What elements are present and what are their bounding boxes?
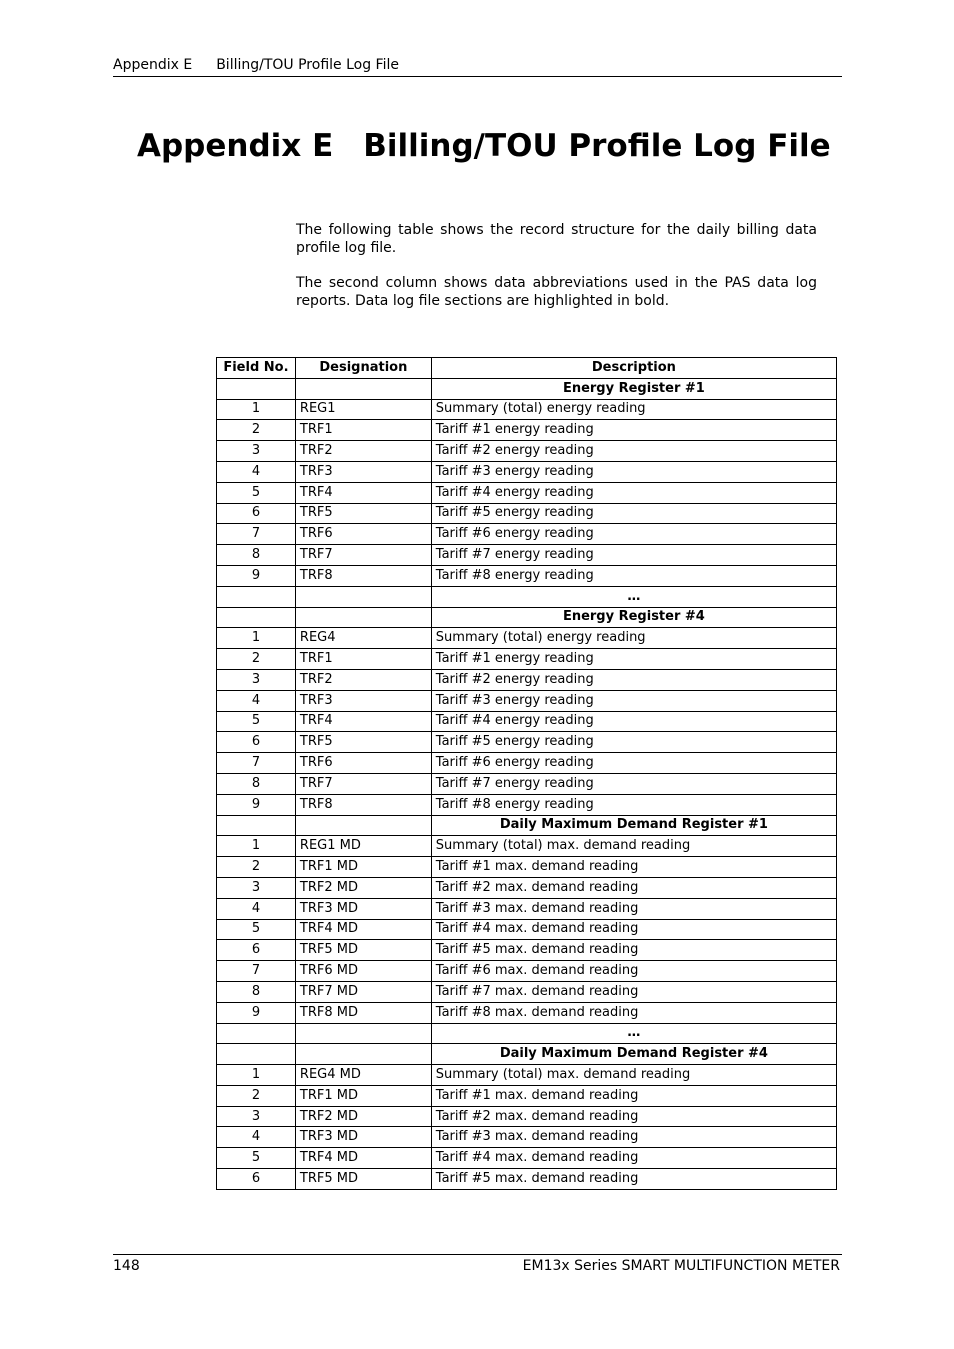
table-cell-designation <box>295 1044 431 1065</box>
table-section-title: … <box>431 586 836 607</box>
table-cell-field-no <box>217 815 296 836</box>
table-cell-field-no: 1 <box>217 399 296 420</box>
table-cell-field-no <box>217 1023 296 1044</box>
table-section-title: … <box>431 1023 836 1044</box>
running-header <box>113 56 842 77</box>
table-cell-designation: TRF6 <box>295 753 431 774</box>
record-structure-table <box>216 357 837 1190</box>
table-cell-designation: REG1 MD <box>295 836 431 857</box>
table-cell-designation: REG4 MD <box>295 1065 431 1086</box>
table-row <box>217 1148 837 1169</box>
table-cell-designation: TRF5 MD <box>295 940 431 961</box>
table-cell-description: Tariff #3 max. demand reading <box>431 1127 836 1148</box>
table-cell-field-no <box>217 1044 296 1065</box>
table-cell-designation: TRF1 MD <box>295 1085 431 1106</box>
table-row <box>217 1169 837 1190</box>
table-row <box>217 524 837 545</box>
title-text: Billing/TOU Profile Log File <box>363 128 831 164</box>
table-cell-field-no: 2 <box>217 649 296 670</box>
table-cell-description: Summary (total) max. demand reading <box>431 1065 836 1086</box>
table-cell-description: Tariff #4 energy reading <box>431 711 836 732</box>
column-header-description: Description <box>431 358 836 379</box>
table-row <box>217 732 837 753</box>
table-cell-designation: TRF4 <box>295 711 431 732</box>
table-cell-field-no: 9 <box>217 565 296 586</box>
table-cell-description: Tariff #1 energy reading <box>431 649 836 670</box>
table-cell-designation <box>295 607 431 628</box>
table-row <box>217 919 837 940</box>
table-cell-designation: TRF2 <box>295 669 431 690</box>
table-cell-field-no: 2 <box>217 1085 296 1106</box>
table-row <box>217 877 837 898</box>
table-cell-designation: TRF6 <box>295 524 431 545</box>
title-appendix: Appendix E <box>137 128 334 164</box>
table-body <box>217 378 837 1189</box>
table-cell-designation: TRF1 <box>295 649 431 670</box>
table-cell-designation: TRF7 <box>295 773 431 794</box>
table-cell-field-no: 3 <box>217 877 296 898</box>
table-row <box>217 961 837 982</box>
table-row <box>217 420 837 441</box>
table-cell-description: Tariff #3 energy reading <box>431 690 836 711</box>
table-section-row <box>217 1044 837 1065</box>
table-section-row <box>217 586 837 607</box>
table-cell-description: Tariff #3 energy reading <box>431 461 836 482</box>
table-cell-designation: TRF8 <box>295 794 431 815</box>
table-cell-field-no: 5 <box>217 482 296 503</box>
product-name: EM13x Series SMART MULTIFUNCTION METER <box>522 1258 840 1274</box>
table-cell-designation: TRF8 <box>295 565 431 586</box>
table-row <box>217 836 837 857</box>
table-cell-designation <box>295 378 431 399</box>
column-header-field-no: Field No. <box>217 358 296 379</box>
table-row <box>217 773 837 794</box>
table-section-row <box>217 378 837 399</box>
table-cell-field-no: 6 <box>217 1169 296 1190</box>
table-row <box>217 1106 837 1127</box>
table-cell-field-no: 8 <box>217 773 296 794</box>
table-cell-field-no: 1 <box>217 1065 296 1086</box>
intro-paragraph: The second column shows data abbreviations used in the PAS data log reports. Data log file sections are highlighted in bold. <box>296 275 817 309</box>
table-cell-description: Tariff #2 energy reading <box>431 441 836 462</box>
table-cell-field-no: 8 <box>217 981 296 1002</box>
table-row <box>217 1127 837 1148</box>
table-cell-description: Tariff #7 max. demand reading <box>431 981 836 1002</box>
table-cell-field-no: 7 <box>217 753 296 774</box>
table-row <box>217 565 837 586</box>
table-cell-description: Tariff #5 energy reading <box>431 732 836 753</box>
table-cell-designation: TRF3 MD <box>295 1127 431 1148</box>
table-cell-designation: TRF8 MD <box>295 1002 431 1023</box>
table-cell-field-no: 3 <box>217 1106 296 1127</box>
table-cell-designation: TRF3 <box>295 690 431 711</box>
table-cell-designation <box>295 586 431 607</box>
table-cell-designation <box>295 1023 431 1044</box>
table-cell-designation: TRF5 MD <box>295 1169 431 1190</box>
table-cell-field-no: 1 <box>217 628 296 649</box>
table-cell-field-no <box>217 586 296 607</box>
table-row <box>217 649 837 670</box>
table-cell-description: Tariff #7 energy reading <box>431 773 836 794</box>
table-cell-description: Summary (total) max. demand reading <box>431 836 836 857</box>
table-cell-designation: TRF1 <box>295 420 431 441</box>
table-row <box>217 482 837 503</box>
table-cell-designation: TRF4 MD <box>295 1148 431 1169</box>
table-cell-field-no: 2 <box>217 420 296 441</box>
table-row <box>217 545 837 566</box>
header-title: Billing/TOU Profile Log File <box>216 57 399 73</box>
table-cell-designation: TRF4 MD <box>295 919 431 940</box>
table-cell-field-no: 6 <box>217 940 296 961</box>
table-row <box>217 628 837 649</box>
table-cell-description: Tariff #1 energy reading <box>431 420 836 441</box>
table-cell-field-no: 1 <box>217 836 296 857</box>
table-section-title: Daily Maximum Demand Register #1 <box>431 815 836 836</box>
table-cell-field-no: 7 <box>217 961 296 982</box>
table-row <box>217 461 837 482</box>
table-section-row <box>217 607 837 628</box>
table-cell-field-no: 4 <box>217 461 296 482</box>
table-cell-designation: TRF3 MD <box>295 898 431 919</box>
table-cell-designation: TRF1 MD <box>295 857 431 878</box>
table-row <box>217 441 837 462</box>
table-section-row <box>217 1023 837 1044</box>
table-section-row <box>217 815 837 836</box>
table-cell-description: Tariff #4 max. demand reading <box>431 1148 836 1169</box>
table-cell-field-no: 3 <box>217 669 296 690</box>
table-cell-description: Tariff #3 max. demand reading <box>431 898 836 919</box>
table-row <box>217 794 837 815</box>
table-cell-field-no: 3 <box>217 441 296 462</box>
table-row <box>217 669 837 690</box>
table-row <box>217 940 837 961</box>
table-cell-description: Tariff #5 energy reading <box>431 503 836 524</box>
table-cell-designation <box>295 815 431 836</box>
table-cell-description: Tariff #7 energy reading <box>431 545 836 566</box>
page-footer <box>113 1254 842 1275</box>
table-cell-designation: TRF2 <box>295 441 431 462</box>
table-cell-description: Summary (total) energy reading <box>431 628 836 649</box>
table-cell-description: Tariff #2 energy reading <box>431 669 836 690</box>
table-cell-description: Tariff #4 max. demand reading <box>431 919 836 940</box>
table-cell-field-no: 2 <box>217 857 296 878</box>
table-section-title: Energy Register #4 <box>431 607 836 628</box>
table-cell-designation: TRF2 MD <box>295 1106 431 1127</box>
table-cell-description: Summary (total) energy reading <box>431 399 836 420</box>
table-row <box>217 690 837 711</box>
table-cell-designation: TRF3 <box>295 461 431 482</box>
table-row <box>217 753 837 774</box>
table-cell-designation: TRF7 <box>295 545 431 566</box>
table-cell-designation: REG4 <box>295 628 431 649</box>
intro-text <box>296 221 817 327</box>
table-cell-description: Tariff #8 energy reading <box>431 565 836 586</box>
table-cell-field-no <box>217 378 296 399</box>
table-cell-designation: TRF2 MD <box>295 877 431 898</box>
table-cell-description: Tariff #4 energy reading <box>431 482 836 503</box>
table-section-title: Energy Register #1 <box>431 378 836 399</box>
table-cell-description: Tariff #6 energy reading <box>431 524 836 545</box>
table-cell-field-no: 4 <box>217 1127 296 1148</box>
table-cell-designation: TRF6 MD <box>295 961 431 982</box>
table-cell-field-no: 6 <box>217 503 296 524</box>
table-cell-field-no: 5 <box>217 919 296 940</box>
table-cell-description: Tariff #8 energy reading <box>431 794 836 815</box>
table-cell-field-no: 8 <box>217 545 296 566</box>
table-row <box>217 857 837 878</box>
table-section-title: Daily Maximum Demand Register #4 <box>431 1044 836 1065</box>
table-header-row <box>217 358 837 379</box>
table-cell-field-no: 9 <box>217 794 296 815</box>
table-row <box>217 399 837 420</box>
table-cell-description: Tariff #1 max. demand reading <box>431 1085 836 1106</box>
table-row <box>217 1085 837 1106</box>
table-cell-description: Tariff #2 max. demand reading <box>431 1106 836 1127</box>
intro-paragraph: The following table shows the record structure for the daily billing data profile log file. <box>296 222 817 256</box>
table-cell-description: Tariff #5 max. demand reading <box>431 940 836 961</box>
page-title <box>137 127 837 165</box>
table-cell-description: Tariff #2 max. demand reading <box>431 877 836 898</box>
table-cell-designation: TRF4 <box>295 482 431 503</box>
table-row <box>217 1065 837 1086</box>
page-number: 148 <box>113 1258 140 1274</box>
table-cell-field-no: 4 <box>217 690 296 711</box>
table-cell-field-no <box>217 607 296 628</box>
table-cell-designation: TRF5 <box>295 503 431 524</box>
table-row <box>217 1002 837 1023</box>
table-cell-field-no: 5 <box>217 1148 296 1169</box>
column-header-designation: Designation <box>295 358 431 379</box>
table-cell-designation: TRF7 MD <box>295 981 431 1002</box>
table-cell-designation: TRF5 <box>295 732 431 753</box>
header-appendix: Appendix E <box>113 57 193 73</box>
table-cell-description: Tariff #6 max. demand reading <box>431 961 836 982</box>
table-cell-description: Tariff #6 energy reading <box>431 753 836 774</box>
table-row <box>217 981 837 1002</box>
table-row <box>217 898 837 919</box>
table-cell-designation: REG1 <box>295 399 431 420</box>
table-cell-field-no: 6 <box>217 732 296 753</box>
table-cell-field-no: 7 <box>217 524 296 545</box>
table-row <box>217 503 837 524</box>
table-cell-description: Tariff #8 max. demand reading <box>431 1002 836 1023</box>
table-cell-field-no: 4 <box>217 898 296 919</box>
table-row <box>217 711 837 732</box>
table-cell-field-no: 9 <box>217 1002 296 1023</box>
table-cell-description: Tariff #5 max. demand reading <box>431 1169 836 1190</box>
table-cell-field-no: 5 <box>217 711 296 732</box>
table-cell-description: Tariff #1 max. demand reading <box>431 857 836 878</box>
